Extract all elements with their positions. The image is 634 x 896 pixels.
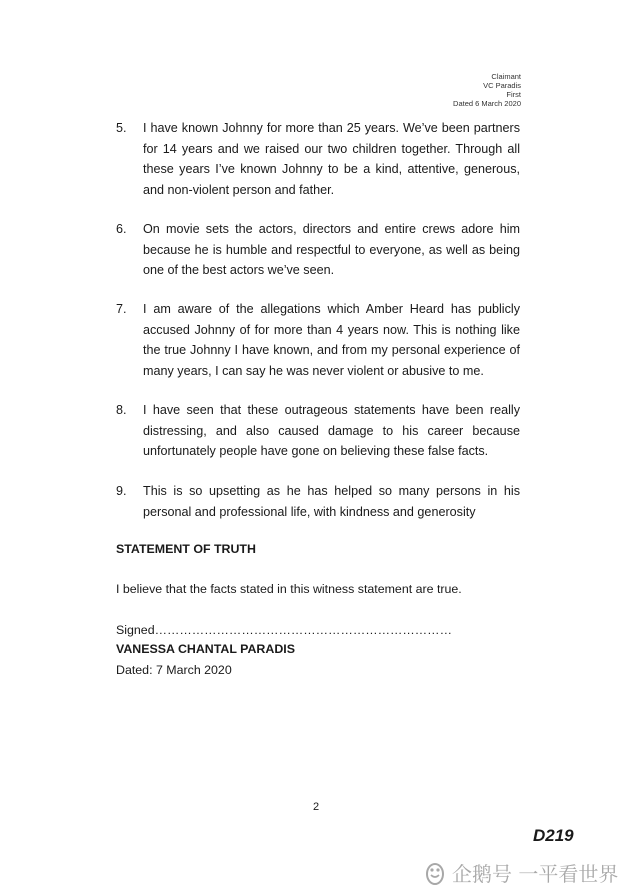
paragraph-number: 7.	[116, 302, 127, 316]
header-initials: VC Paradis	[483, 81, 521, 90]
penguin-logo-icon	[424, 861, 446, 885]
signature-date: Dated: 7 March 2020	[116, 663, 232, 677]
paragraph-5	[116, 118, 520, 200]
paragraph-8	[116, 400, 520, 462]
watermark	[424, 858, 618, 887]
paragraph-9	[116, 481, 520, 522]
paragraph-7	[116, 299, 520, 381]
paragraph-text: I have seen that these outrageous statements have been really distressing, and also caused damage to his career because unfortunately people have gone on believing these false facts.	[143, 403, 520, 458]
paragraph-number: 8.	[116, 403, 127, 417]
header-dated: Dated 6 March 2020	[453, 99, 521, 108]
paragraph-number: 6.	[116, 222, 127, 236]
document-header	[453, 72, 521, 108]
header-party: Claimant	[491, 72, 521, 81]
signature-line: Signed………………………………………………………………	[116, 623, 452, 637]
signer-name: VANESSA CHANTAL PARADIS	[116, 642, 295, 656]
header-ordinal: First	[506, 90, 521, 99]
statement-of-truth-title: STATEMENT OF TRUTH	[116, 542, 256, 556]
paragraph-text: I have known Johnny for more than 25 years. We’ve been partners for 14 years and we raised our two children together. Through all these years I’ve known Johnny to be a kind, attentive, generous, and non-violent person and father.	[143, 121, 520, 197]
paragraph-6	[116, 219, 520, 281]
document-code: D219	[533, 826, 574, 845]
paragraph-number: 9.	[116, 484, 127, 498]
paragraph-number: 5.	[116, 121, 127, 135]
paragraph-text: On movie sets the actors, directors and entire crews adore him because he is humble and respectful to everyone, as well as being one of the best actors we’ve seen.	[143, 222, 520, 277]
paragraph-text: I am aware of the allegations which Amber Heard has publicly accused Johnny of for more than 4 years now. This is nothing like the true Johnny I have known, and from my personal experience of many years, I can say he was never violent or abusive to me.	[143, 302, 520, 378]
statement-belief: I believe that the facts stated in this witness statement are true.	[116, 582, 462, 596]
page-number: 2	[313, 801, 320, 813]
watermark-text: 企鹅号 一平看世界	[452, 862, 619, 886]
paragraph-text: This is so upsetting as he has helped so many persons in his personal and professional life, with kindness and generosity	[143, 484, 520, 519]
